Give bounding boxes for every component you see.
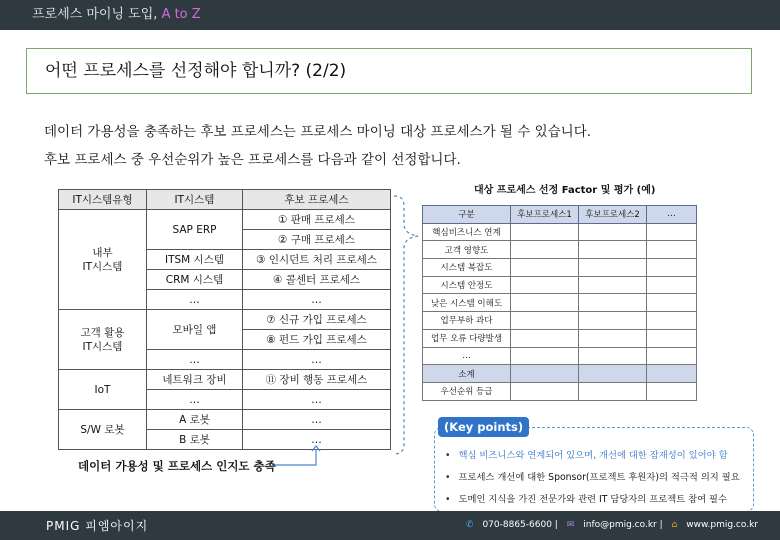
system-cell: ITSM 시스템 <box>147 250 243 270</box>
key-point-item: • 도메인 지식을 가진 전문가와 관련 IT 담당자의 프로젝트 참여 필수 <box>445 489 740 511</box>
email-link[interactable]: info@pmig.co.kr | <box>583 520 663 530</box>
contact-info <box>460 520 758 530</box>
process-cell: … <box>243 410 391 430</box>
factor-row-label: 핵심비즈니스 연계 <box>423 223 511 241</box>
factor-row-label: 고객 영향도 <box>423 241 511 259</box>
subtotal-label: 소계 <box>423 365 511 383</box>
arrow-connector <box>270 445 330 469</box>
factor-table-title: 대상 프로세스 선정 Factor 및 평가 (예) <box>474 185 656 196</box>
system-cell: CRM 시스템 <box>147 270 243 290</box>
candidate-process-table <box>58 189 391 450</box>
phone-number[interactable]: 070-8865-6600 | <box>482 520 558 530</box>
envelope-icon: ✉ <box>566 520 575 530</box>
header-title: 프로세스 마이닝 도입, <box>32 7 162 22</box>
col-header-process: 후보 프로세스 <box>243 190 391 210</box>
top-header <box>0 0 780 30</box>
process-cell: … <box>243 290 391 310</box>
process-cell: … <box>243 390 391 410</box>
factor-row-label: … <box>423 347 511 365</box>
factor-row-label: 업무 오류 다량발생 <box>423 329 511 347</box>
process-cell: ② 구매 프로세스 <box>243 230 391 250</box>
left-table-caption: 데이터 가용성 및 프로세스 인지도 충족 <box>78 459 276 473</box>
footer <box>0 511 780 540</box>
intro-line-1: 데이터 가용성을 충족하는 후보 프로세스는 프로세스 마이닝 대상 프로세스가 될 수 있습니다. <box>44 124 592 140</box>
key-point-item: • 프로세스 개선에 대한 Sponsor(프로젝트 후원자)의 적극적 의지 필요 <box>445 467 740 489</box>
page-title: 어떤 프로세스를 선정해야 합니까? (2/2) <box>26 48 752 94</box>
intro-line-2: 후보 프로세스 중 우선순위가 높은 프로세스를 다음과 같이 선정합니다. <box>44 152 461 168</box>
process-cell: ① 판매 프로세스 <box>243 210 391 230</box>
col-header-system: IT시스템 <box>147 190 243 210</box>
key-points-box <box>434 427 754 512</box>
system-cell: SAP ERP <box>147 210 243 250</box>
factor-row-label: 낮은 시스템 이해도 <box>423 294 511 312</box>
website-link[interactable]: www.pmig.co.kr <box>686 520 758 530</box>
category-internal: 내부 IT시스템 <box>59 210 147 310</box>
system-cell: … <box>147 290 243 310</box>
intro-text <box>44 118 591 174</box>
col-header-system-type: IT시스템유형 <box>59 190 147 210</box>
home-icon: ⌂ <box>671 520 678 530</box>
category-sw-robot: S/W 로봇 <box>59 410 147 450</box>
system-cell: 네트워크 장비 <box>147 370 243 390</box>
factor-row-label: 업무부하 과다 <box>423 312 511 330</box>
system-cell: A 로봇 <box>147 410 243 430</box>
system-cell: … <box>147 350 243 370</box>
process-cell: … <box>243 350 391 370</box>
category-iot: IoT <box>59 370 147 410</box>
col-header-factor: 구분 <box>423 206 511 224</box>
key-point-item: • 핵심 비즈니스와 연계되어 있으며, 개선에 대한 잠재성이 있어야 함 <box>445 445 740 467</box>
process-cell: ⑧ 펀드 가입 프로세스 <box>243 330 391 350</box>
system-cell: B 로봇 <box>147 430 243 450</box>
company-logo: PMIG 피엠아이지 <box>46 519 149 533</box>
key-points-tag: (Key points) <box>438 417 529 437</box>
system-cell: … <box>147 390 243 410</box>
factor-row-label: 시스템 안정도 <box>423 276 511 294</box>
dashed-bracket <box>392 194 424 474</box>
priority-grade-label: 우선순위 등급 <box>423 382 511 400</box>
process-cell: ④ 콜센터 프로세스 <box>243 270 391 290</box>
col-header-candidate-2: 후보프로세스2 <box>579 206 647 224</box>
process-cell: ⑪ 장비 행동 프로세스 <box>243 370 391 390</box>
process-cell: ③ 인시던트 처리 프로세스 <box>243 250 391 270</box>
category-customer: 고객 활용 IT시스템 <box>59 310 147 370</box>
header-title-accent: A to Z <box>161 7 201 22</box>
factor-row-label: 시스템 복잡도 <box>423 259 511 277</box>
process-cell: ⑦ 신규 가입 프로세스 <box>243 310 391 330</box>
col-header-more: … <box>647 206 697 224</box>
process-cell: … <box>243 430 391 450</box>
phone-icon: ✆ <box>465 520 474 530</box>
factor-evaluation-table <box>422 205 697 401</box>
system-cell: 모바일 앱 <box>147 310 243 350</box>
col-header-candidate-1: 후보프로세스1 <box>511 206 579 224</box>
